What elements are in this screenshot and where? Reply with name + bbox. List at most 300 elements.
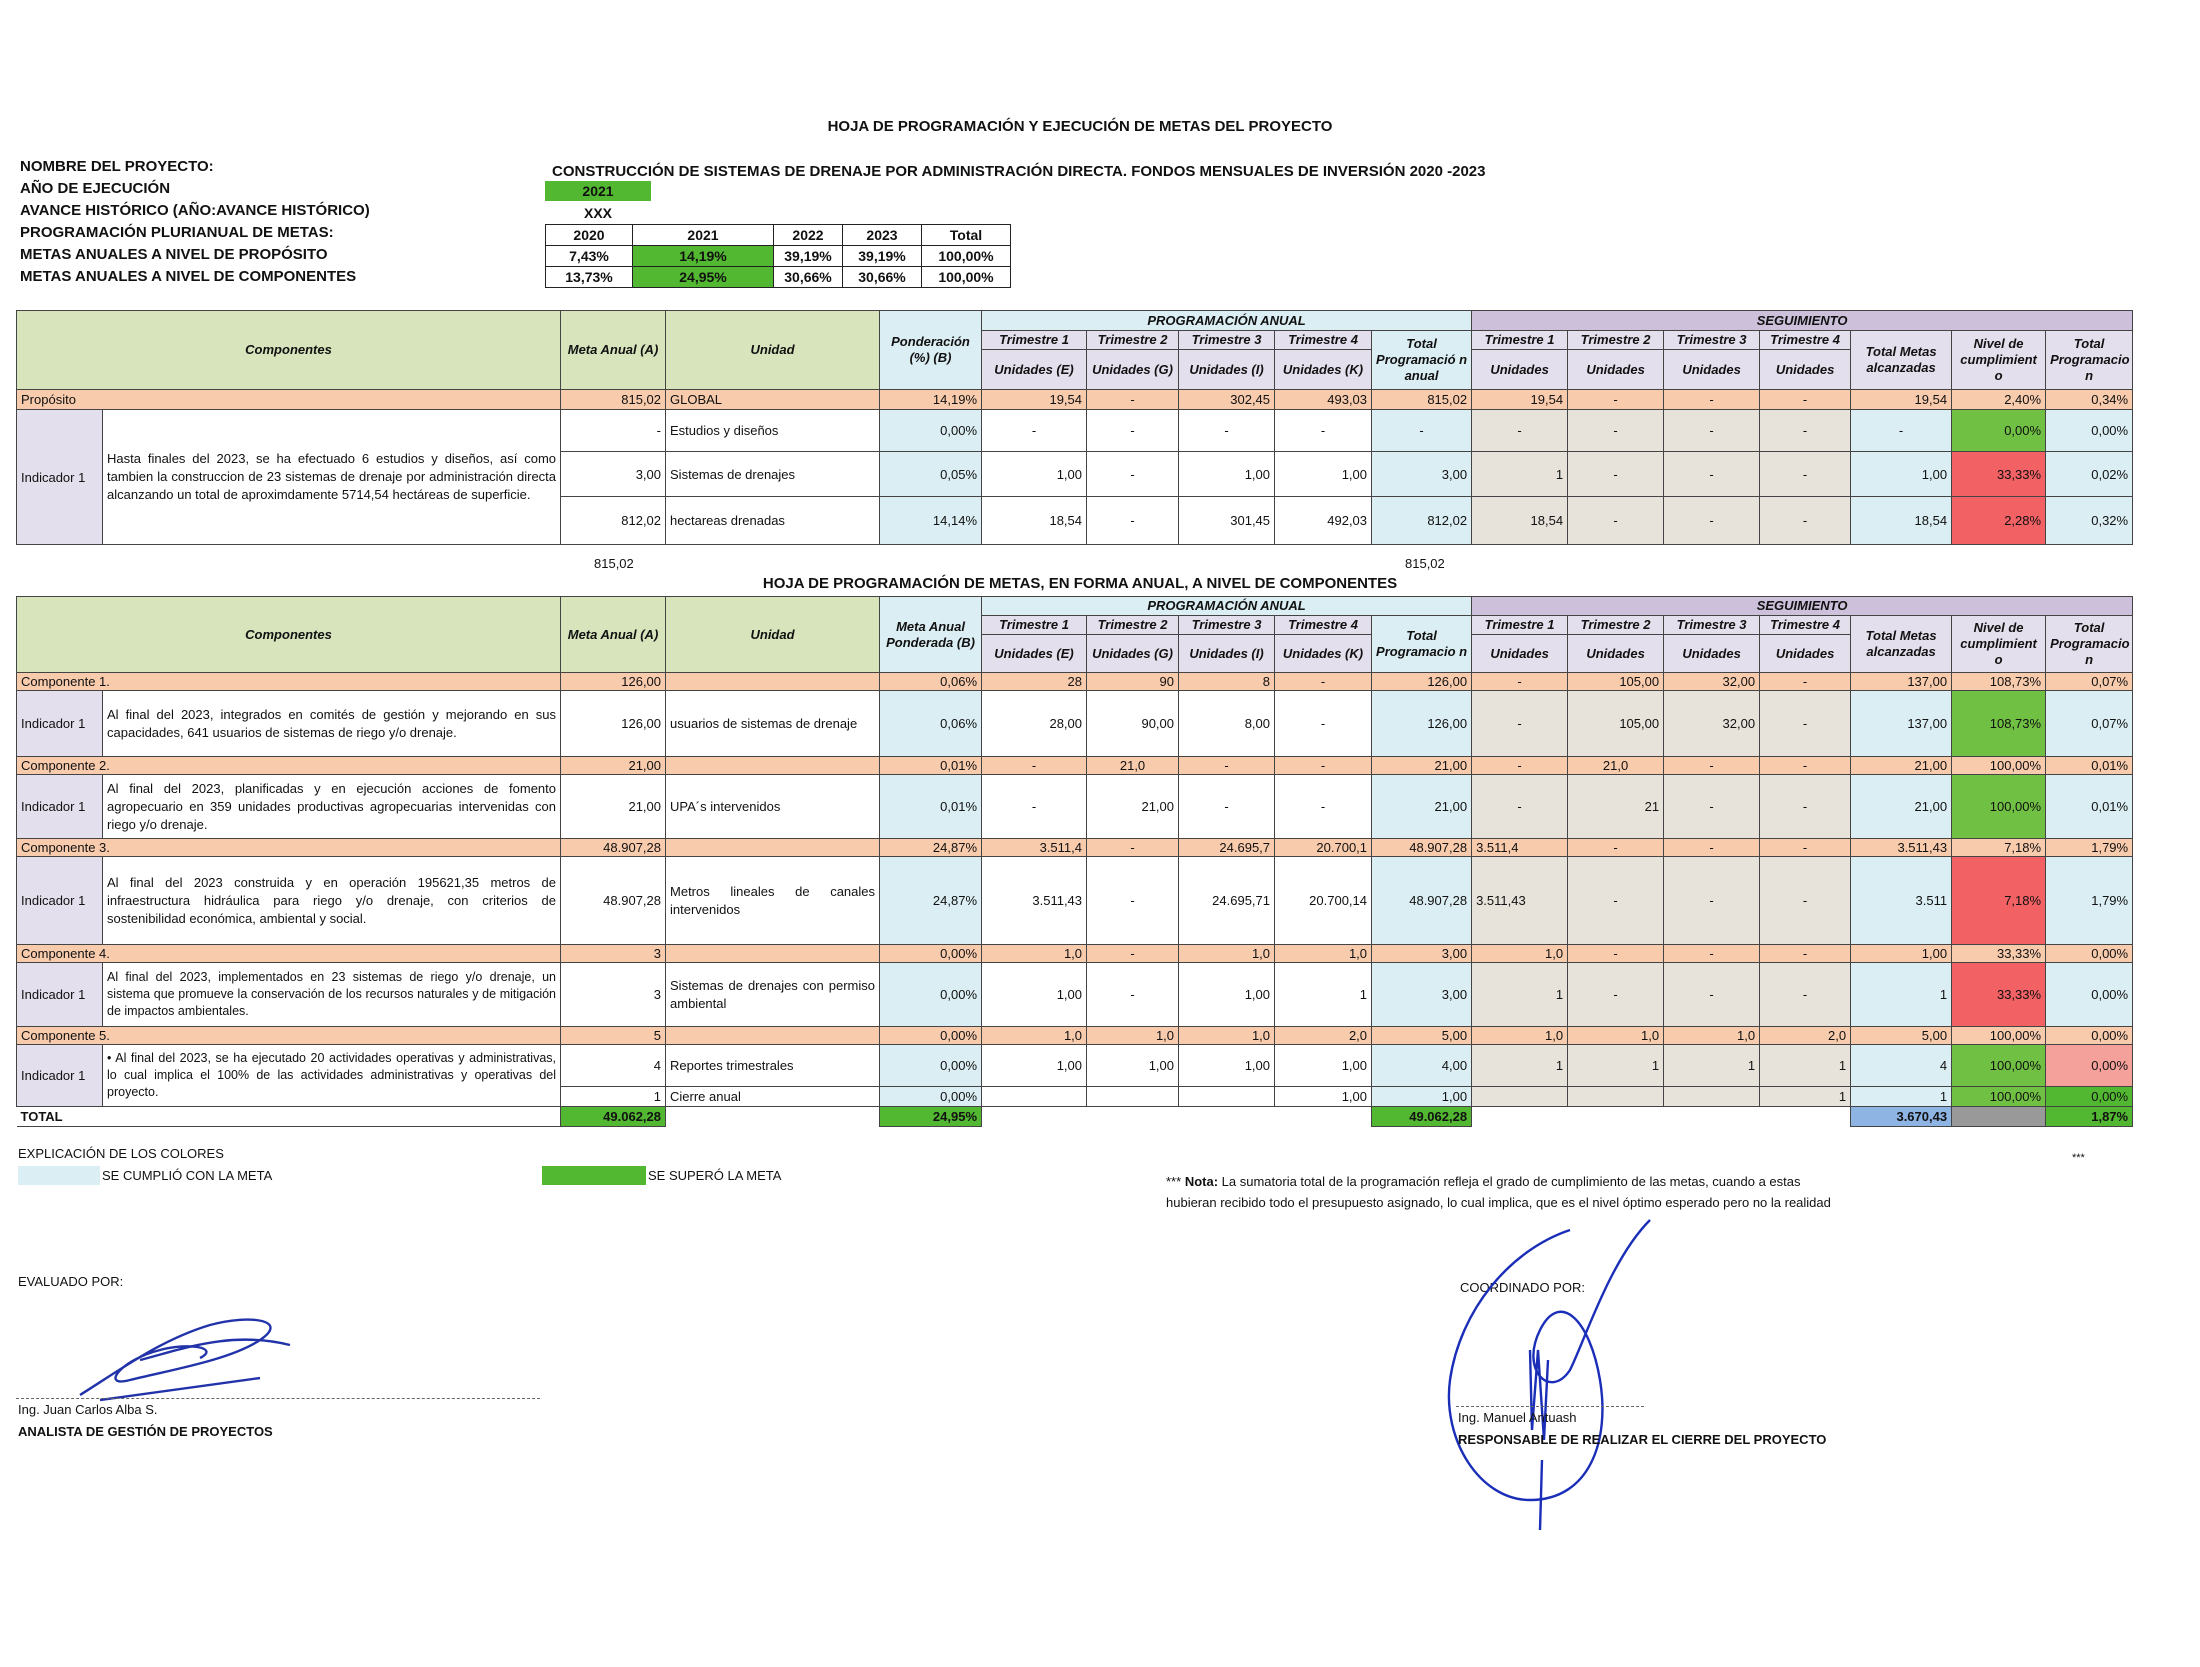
component-row	[17, 1027, 2133, 1045]
cell-unit: UPA´s intervenidos	[666, 775, 880, 839]
cell-track-q2: 105,00	[1568, 673, 1664, 691]
note-label: Nota:	[1184, 1174, 1219, 1189]
cell-total-prog: 4,00	[1372, 1045, 1472, 1087]
header-tracking-q4: Trimestre 4	[1760, 616, 1851, 635]
header-compliance-level: Nivel de cumplimient o	[1952, 616, 2046, 673]
cell-q1: 28	[982, 673, 1087, 691]
legend-swatch-met	[18, 1166, 100, 1185]
cell-track-q4: 1	[1760, 1045, 1851, 1087]
cell-q3: 1,00	[1179, 963, 1275, 1027]
header-q1: Trimestre 1	[982, 616, 1087, 635]
cell-track-q2: -	[1568, 390, 1664, 410]
header-unit: Unidad	[666, 311, 880, 390]
cell-annual-goal: -	[561, 410, 666, 452]
component-label: Componente 5.	[17, 1027, 561, 1045]
cell-track-q1: 3.511,4	[1472, 839, 1568, 857]
cell-total: 0,34%	[2046, 390, 2133, 410]
cell-q4: -	[1275, 757, 1372, 775]
header-unit: Unidad	[666, 597, 880, 673]
cell-q2: 1,00	[1087, 1045, 1179, 1087]
component-row	[17, 839, 2133, 857]
label-execution-year: AÑO DE EJECUCIÓN	[20, 180, 171, 197]
cell-q1: 3.511,43	[982, 857, 1087, 945]
project-name: CONSTRUCCIÓN DE SISTEMAS DE DRENAJE POR ADMINISTRACIÓN DIRECTA. FONDOS MENSUALES DE INVERSIÓN 2020 -2023	[552, 163, 1486, 180]
cell-track-q3: -	[1664, 757, 1760, 775]
goal-cell: 100,00%	[922, 267, 1011, 288]
cell-q4: 493,03	[1275, 390, 1372, 410]
cell-q1: 1,00	[982, 963, 1087, 1027]
cell-track-q1: -	[1472, 691, 1568, 757]
cell-compliance: 0,00%	[1952, 410, 2046, 452]
cell-annual-goal: 21,00	[561, 775, 666, 839]
header-q2: Trimestre 2	[1087, 331, 1179, 350]
header-units-i: Unidades (I)	[1179, 635, 1275, 673]
cell-compliance: 33,33%	[1952, 963, 2046, 1027]
cell-unit	[666, 1027, 880, 1045]
indicator-label: Indicador 1	[17, 410, 103, 545]
component-label: Componente 3.	[17, 839, 561, 857]
cell-track-q3: -	[1664, 497, 1760, 545]
label-purpose-goals: METAS ANUALES A NIVEL DE PROPÓSITO	[20, 246, 328, 263]
purpose-table	[16, 310, 2133, 545]
cell-achieved: 3.511,43	[1851, 839, 1952, 857]
cell-compliance: 7,18%	[1952, 839, 2046, 857]
cell-track-q3: -	[1664, 410, 1760, 452]
cell-q3: -	[1179, 775, 1275, 839]
header-tracking-q1: Trimestre 1	[1472, 616, 1568, 635]
cell-q3: 1,00	[1179, 452, 1275, 497]
cell-q3: 8,00	[1179, 691, 1275, 757]
cell-track-q2: -	[1568, 452, 1664, 497]
header-weighting: Ponderación (%) (B)	[880, 311, 982, 390]
header-q4: Trimestre 4	[1275, 331, 1372, 350]
cell-total: 0,07%	[2046, 691, 2133, 757]
cell-annual-goal: 815,02	[561, 390, 666, 410]
cell-q4: 1,00	[1275, 452, 1372, 497]
spacer	[982, 1107, 1372, 1127]
cell-q2: -	[1087, 857, 1179, 945]
note-stars: ***	[1166, 1174, 1182, 1189]
cell-q1: 28,00	[982, 691, 1087, 757]
header-units: Unidades	[1472, 635, 1568, 673]
cell-compliance: 108,73%	[1952, 673, 2046, 691]
total-stars: ***	[2072, 1152, 2085, 1164]
cell-weighting: 14,19%	[880, 390, 982, 410]
document-title: HOJA DE PROGRAMACIÓN Y EJECUCIÓN DE METAS DEL PROYECTO	[827, 118, 1333, 135]
header-total-programming: Total Programació n anual	[1372, 331, 1472, 390]
cell-q4: -	[1275, 691, 1372, 757]
cell-achieved: 21,00	[1851, 775, 1952, 839]
cell-q2: 21,0	[1087, 757, 1179, 775]
cell-compliance: 100,00%	[1952, 757, 2046, 775]
label-historic-progress: AVANCE HISTÓRICO (AÑO:AVANCE HISTÓRICO)	[20, 202, 370, 219]
cell-q2: -	[1087, 410, 1179, 452]
year-cell: Total	[922, 225, 1011, 246]
cell-q2	[1087, 1087, 1179, 1107]
header-total-achieved: Total Metas alcanzadas	[1851, 331, 1952, 390]
cell-q1: 1,00	[982, 1045, 1087, 1087]
cell-track-q2: 21	[1568, 775, 1664, 839]
cell-compliance: 100,00%	[1952, 1087, 2046, 1107]
cell-total: 0,07%	[2046, 673, 2133, 691]
cell-q1: 1,00	[982, 452, 1087, 497]
cell-track-q2	[1568, 1087, 1664, 1107]
cell-compliance: 100,00%	[1952, 1027, 2046, 1045]
cell-annual-goal: 126,00	[561, 673, 666, 691]
cell-track-q1: -	[1472, 673, 1568, 691]
cell-q4: 1,0	[1275, 945, 1372, 963]
indicator-label: Indicador 1	[17, 963, 103, 1027]
cell-total: 0,02%	[2046, 452, 2133, 497]
cell-annual-goal: 812,02	[561, 497, 666, 545]
cell-annual-goal: 4	[561, 1045, 666, 1087]
cell-track-q3: 32,00	[1664, 673, 1760, 691]
cell-total-prog: 48.907,28	[1372, 857, 1472, 945]
cell-achieved: -	[1851, 410, 1952, 452]
cell-unit: Estudios y diseños	[666, 410, 880, 452]
cell-track-q3: -	[1664, 839, 1760, 857]
cell-total-prog: 21,00	[1372, 775, 1472, 839]
header-units-i: Unidades (I)	[1179, 350, 1275, 390]
cell-annual-goal: 48.907,28	[561, 857, 666, 945]
cell-q1: 19,54	[982, 390, 1087, 410]
cell-q3: 24.695,71	[1179, 857, 1275, 945]
header-units-k: Unidades (K)	[1275, 350, 1372, 390]
cell-track-q2: -	[1568, 963, 1664, 1027]
cell-track-q1: 1,0	[1472, 945, 1568, 963]
year-cell: 2021	[633, 225, 774, 246]
indicator-description: • Al final del 2023, se ha ejecutado 20 actividades operativas y administrativas, lo cual implica el 100% de las actividades administrativas y operativas del proyecto.	[103, 1045, 561, 1107]
cell-track-q4: -	[1760, 497, 1851, 545]
cell-q4: 20.700,1	[1275, 839, 1372, 857]
cell-weighting: 0,05%	[880, 452, 982, 497]
cell-q1	[982, 1087, 1087, 1107]
years-row	[546, 225, 1011, 246]
cell-track-q2: 1,0	[1568, 1027, 1664, 1045]
cell-track-q1	[1472, 1087, 1568, 1107]
legend-label-met: SE CUMPLIÓ CON LA META	[102, 1168, 273, 1183]
note-line2: hubieran recibido todo el presupuesto asignado, lo cual implica, que es el nivel óptimo esperado pero no la realidad	[1166, 1195, 1831, 1210]
cell-unit	[666, 839, 880, 857]
header-units-k: Unidades (K)	[1275, 635, 1372, 673]
indicator-description: Al final del 2023, planificadas y en ejecución acciones de fomento agropecuario en 359 unidades productivas agropecuarias intervenidas con riego y/o drenaje.	[103, 775, 561, 839]
purpose-row	[17, 390, 2133, 410]
total-compliance	[1952, 1107, 2046, 1127]
component-row	[17, 945, 2133, 963]
indicator-description: Al final del 2023 construida y en operación 195621,35 metros de infraestructura hidráulica para riego y/o drenaje, con criterios de sostenibilidad económica, ambiental y social.	[103, 857, 561, 945]
cell-total-prog: 126,00	[1372, 673, 1472, 691]
header-q4: Trimestre 4	[1275, 616, 1372, 635]
cell-q3: 301,45	[1179, 497, 1275, 545]
cell-achieved: 1	[1851, 1087, 1952, 1107]
purpose-sum-goal: 815,02	[594, 556, 634, 571]
cell-track-q1: 3.511,43	[1472, 857, 1568, 945]
cell-unit: usuarios de sistemas de drenaje	[666, 691, 880, 757]
cell-track-q2: 105,00	[1568, 691, 1664, 757]
cell-track-q1: 1	[1472, 963, 1568, 1027]
cell-unit	[666, 757, 880, 775]
cell-q3: 1,0	[1179, 1027, 1275, 1045]
cell-achieved: 1,00	[1851, 945, 1952, 963]
cell-total: 0,00%	[2046, 1087, 2133, 1107]
header-units: Unidades	[1568, 350, 1664, 390]
header-units-e: Unidades (E)	[982, 350, 1087, 390]
evaluator-role: ANALISTA DE GESTIÓN DE PROYECTOS	[18, 1424, 273, 1439]
goal-cell: 100,00%	[922, 246, 1011, 267]
evaluator-signature-line	[16, 1398, 540, 1399]
header-components: Componentes	[17, 311, 561, 390]
indicator-label: Indicador 1	[17, 1045, 103, 1107]
cell-q3: 24.695,7	[1179, 839, 1275, 857]
header-units-g: Unidades (G)	[1087, 635, 1179, 673]
cell-track-q3	[1664, 1087, 1760, 1107]
label-multiyear-programming: PROGRAMACIÓN PLURIANUAL DE METAS:	[20, 224, 334, 241]
goal-cell: 24,95%	[633, 267, 774, 288]
header-tracking-q1: Trimestre 1	[1472, 331, 1568, 350]
cell-track-q3: -	[1664, 945, 1760, 963]
header-components: Componentes	[17, 597, 561, 673]
cell-annual-goal: 48.907,28	[561, 839, 666, 857]
cell-q1: 18,54	[982, 497, 1087, 545]
indicator-row	[17, 963, 2133, 1027]
spacer	[1472, 1107, 1851, 1127]
cell-total-prog: 48.907,28	[1372, 839, 1472, 857]
label-project-name: NOMBRE DEL PROYECTO:	[20, 158, 214, 175]
cell-track-q3: -	[1664, 857, 1760, 945]
cell-unit: Sistemas de drenajes	[666, 452, 880, 497]
cell-q3: -	[1179, 757, 1275, 775]
goal-cell: 30,66%	[774, 267, 843, 288]
components-table	[16, 596, 2133, 1127]
cell-q4: 1,00	[1275, 1087, 1372, 1107]
goal-cell: 30,66%	[843, 267, 922, 288]
purpose-label: Propósito	[17, 390, 561, 410]
component-row	[17, 673, 2133, 691]
cell-unit: Cierre anual	[666, 1087, 880, 1107]
cell-q1: 1,0	[982, 1027, 1087, 1045]
cell-compliance: 33,33%	[1952, 945, 2046, 963]
note-text1: La sumatoria total de la programación refleja el grado de cumplimiento de las metas, cuando a estas	[1221, 1174, 1801, 1189]
cell-total: 1,79%	[2046, 857, 2133, 945]
cell-annual-goal: 1	[561, 1087, 666, 1107]
year-cell: 2020	[546, 225, 633, 246]
header-weighted-goal: Meta Anual Ponderada (B)	[880, 597, 982, 673]
cell-q1: -	[982, 757, 1087, 775]
cell-q4: -	[1275, 673, 1372, 691]
cell-weighting: 0,06%	[880, 691, 982, 757]
purpose-goals-row	[546, 246, 1011, 267]
historic-progress-value: XXX	[583, 205, 612, 221]
cell-annual-goal: 5	[561, 1027, 666, 1045]
cell-q2: -	[1087, 497, 1179, 545]
cell-track-q4: 1	[1760, 1087, 1851, 1107]
indicator-label: Indicador 1	[17, 857, 103, 945]
cell-weighting: 0,00%	[880, 1027, 982, 1045]
cell-track-q4: -	[1760, 963, 1851, 1027]
cell-track-q1: -	[1472, 775, 1568, 839]
cell-track-q1: 1	[1472, 452, 1568, 497]
cell-track-q2: 21,0	[1568, 757, 1664, 775]
cell-track-q3: -	[1664, 452, 1760, 497]
evaluator-name: Ing. Juan Carlos Alba S.	[18, 1402, 158, 1417]
total-prog-percent: 1,87%	[2046, 1107, 2133, 1127]
cell-weighting: 14,14%	[880, 497, 982, 545]
indicator-label: Indicador 1	[17, 691, 103, 757]
header-total-achieved: Total Metas alcanzadas	[1851, 616, 1952, 673]
goal-cell: 7,43%	[546, 246, 633, 267]
components-table-title: HOJA DE PROGRAMACIÓN DE METAS, EN FORMA ANUAL, A NIVEL DE COMPONENTES	[762, 575, 1398, 592]
cell-unit: Reportes trimestrales	[666, 1045, 880, 1087]
cell-achieved: 21,00	[1851, 757, 1952, 775]
cell-track-q4: -	[1760, 757, 1851, 775]
header-units: Unidades	[1760, 350, 1851, 390]
header-tracking: SEGUIMIENTO	[1472, 597, 2133, 616]
indicator-row	[17, 775, 2133, 839]
component-row	[17, 757, 2133, 775]
cell-q1: 1,0	[982, 945, 1087, 963]
cell-q2: 90	[1087, 673, 1179, 691]
cell-track-q3: 32,00	[1664, 691, 1760, 757]
cell-total-prog: 3,00	[1372, 945, 1472, 963]
header-units: Unidades	[1664, 635, 1760, 673]
cell-q2: 90,00	[1087, 691, 1179, 757]
cell-weighting: 0,00%	[880, 1087, 982, 1107]
cell-unit: hectareas drenadas	[666, 497, 880, 545]
goal-cell: 13,73%	[546, 267, 633, 288]
cell-total: 0,00%	[2046, 1045, 2133, 1087]
cell-weighting: 0,01%	[880, 775, 982, 839]
total-weighting: 24,95%	[880, 1107, 982, 1127]
cell-total: 0,01%	[2046, 775, 2133, 839]
header-tracking-q4: Trimestre 4	[1760, 331, 1851, 350]
header-annual-goal: Meta Anual (A)	[561, 311, 666, 390]
cell-q2: -	[1087, 963, 1179, 1027]
cell-compliance: 100,00%	[1952, 1045, 2046, 1087]
header-annual-programming: PROGRAMACIÓN ANUAL	[982, 311, 1472, 331]
cell-total: 0,00%	[2046, 1027, 2133, 1045]
cell-total: 1,79%	[2046, 839, 2133, 857]
cell-track-q4: -	[1760, 945, 1851, 963]
cell-total-prog: -	[1372, 410, 1472, 452]
header-annual-programming: PROGRAMACIÓN ANUAL	[982, 597, 1472, 616]
cell-track-q4: -	[1760, 390, 1851, 410]
cell-total-prog: 815,02	[1372, 390, 1472, 410]
cell-track-q4: -	[1760, 410, 1851, 452]
header-tracking: SEGUIMIENTO	[1472, 311, 2133, 331]
cell-unit: Metros lineales de canales intervenidos	[666, 857, 880, 945]
header-q3: Trimestre 3	[1179, 331, 1275, 350]
cell-weighting: 0,00%	[880, 1045, 982, 1087]
cell-compliance: 33,33%	[1952, 452, 2046, 497]
cell-q3: 1,0	[1179, 945, 1275, 963]
cell-track-q3: -	[1664, 963, 1760, 1027]
cell-q1: -	[982, 410, 1087, 452]
cell-track-q4: -	[1760, 775, 1851, 839]
cell-total-prog: 5,00	[1372, 1027, 1472, 1045]
signature-coordinator	[1420, 1200, 1680, 1540]
cell-unit	[666, 945, 880, 963]
header-tracking-q2: Trimestre 2	[1568, 331, 1664, 350]
total-row	[17, 1107, 2133, 1127]
cell-track-q1: 19,54	[1472, 390, 1568, 410]
cell-achieved: 18,54	[1851, 497, 1952, 545]
cell-compliance: 2,28%	[1952, 497, 2046, 545]
cell-track-q1: 18,54	[1472, 497, 1568, 545]
cell-q2: -	[1087, 945, 1179, 963]
cell-annual-goal: 126,00	[561, 691, 666, 757]
cell-track-q2: -	[1568, 839, 1664, 857]
cell-q1: 3.511,4	[982, 839, 1087, 857]
header-units: Unidades	[1568, 635, 1664, 673]
year-cell: 2023	[843, 225, 922, 246]
spacer	[666, 1107, 880, 1127]
cell-achieved: 1	[1851, 963, 1952, 1027]
execution-year: 2021	[545, 181, 651, 201]
cell-weighting: 0,01%	[880, 757, 982, 775]
cell-q4: 1,00	[1275, 1045, 1372, 1087]
cell-q2: 21,00	[1087, 775, 1179, 839]
header-units: Unidades	[1664, 350, 1760, 390]
cell-achieved: 3.511	[1851, 857, 1952, 945]
cell-achieved: 1,00	[1851, 452, 1952, 497]
indicator-description: Hasta finales del 2023, se ha efectuado 6 estudios y diseños, así como tambien la construccion de 23 sistemas de drenaje por administración directa alcanzando un total de aproximdamente 5714,54 hectáreas de superficie.	[103, 410, 561, 545]
legend-swatch-exceeded	[542, 1166, 646, 1185]
cell-q4: 492,03	[1275, 497, 1372, 545]
cell-track-q4: -	[1760, 839, 1851, 857]
cell-compliance: 108,73%	[1952, 691, 2046, 757]
goal-cell: 14,19%	[633, 246, 774, 267]
header-total-prog: Total Programacio n	[2046, 616, 2133, 673]
cell-track-q3: 1	[1664, 1045, 1760, 1087]
coordinator-name: Ing. Manuel Antuash	[1458, 1410, 1577, 1425]
cell-achieved: 19,54	[1851, 390, 1952, 410]
cell-compliance: 2,40%	[1952, 390, 2046, 410]
cell-q3	[1179, 1087, 1275, 1107]
cell-track-q2: -	[1568, 945, 1664, 963]
legend-title: EXPLICACIÓN DE LOS COLORES	[18, 1146, 224, 1161]
coordinated-by-label: COORDINADO POR:	[1460, 1280, 1585, 1295]
cell-total-prog: 3,00	[1372, 452, 1472, 497]
cell-total: 0,32%	[2046, 497, 2133, 545]
cell-q2: 1,0	[1087, 1027, 1179, 1045]
cell-q1: -	[982, 775, 1087, 839]
cell-weighting: 0,00%	[880, 963, 982, 1027]
cell-unit: Sistemas de drenajes con permiso ambiental	[666, 963, 880, 1027]
cell-track-q4: -	[1760, 452, 1851, 497]
header-units-g: Unidades (G)	[1087, 350, 1179, 390]
note-line1	[1166, 1174, 1800, 1189]
total-programming: 49.062,28	[1372, 1107, 1472, 1127]
component-label: Componente 2.	[17, 757, 561, 775]
cell-unit: GLOBAL	[666, 390, 880, 410]
multiyear-goals-table	[545, 224, 1011, 288]
cell-q3: 8	[1179, 673, 1275, 691]
cell-total: 0,01%	[2046, 757, 2133, 775]
cell-track-q3: -	[1664, 390, 1760, 410]
header-total-prog: Total Programacio n	[2046, 331, 2133, 390]
goal-cell: 39,19%	[843, 246, 922, 267]
cell-q2: -	[1087, 452, 1179, 497]
cell-total: 0,00%	[2046, 963, 2133, 1027]
total-label: TOTAL	[17, 1107, 561, 1127]
cell-total-prog: 21,00	[1372, 757, 1472, 775]
cell-track-q1: 1,0	[1472, 1027, 1568, 1045]
cell-total-prog: 3,00	[1372, 963, 1472, 1027]
cell-track-q2: -	[1568, 857, 1664, 945]
cell-total-prog: 812,02	[1372, 497, 1472, 545]
header-tracking-q3: Trimestre 3	[1664, 331, 1760, 350]
cell-q4: 1	[1275, 963, 1372, 1027]
